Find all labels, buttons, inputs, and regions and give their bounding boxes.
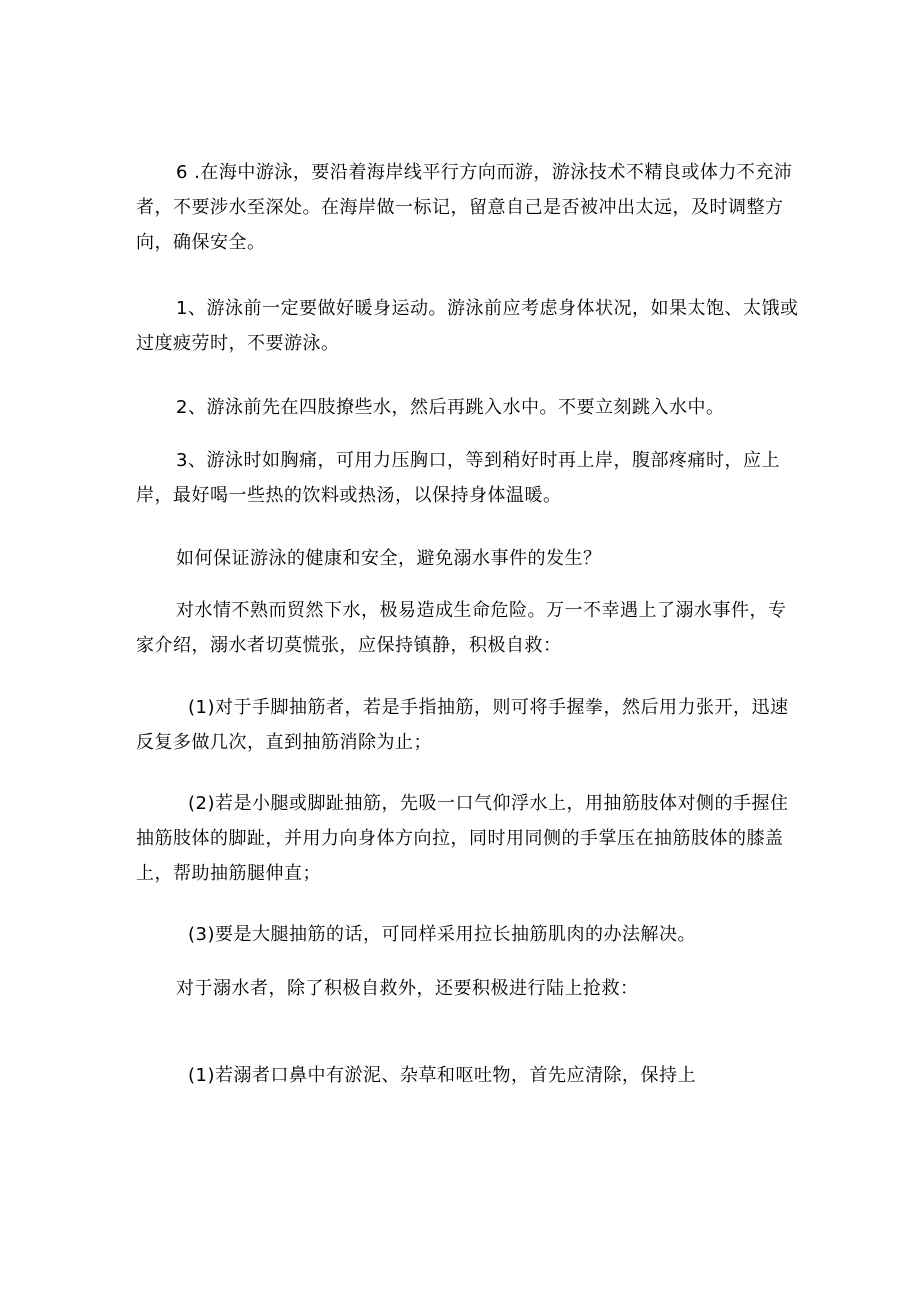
paragraph-thigh-cramp: (3)要是大腿抽筋的话，可同样采用拉长抽筋肌肉的办法解决。 — [188, 924, 696, 945]
paragraph-hand-cramp: (1)对于手脚抽筋者，若是手指抽筋，则可将手握拳，然后用力张开，迅速反复多做几次，直到抽筋消除为止； — [136, 697, 789, 753]
paragraph-clear-airway: (1)若溺者口鼻中有淤泥、杂草和呕吐物，首先应清除，保持上 — [188, 1065, 696, 1086]
paragraph-calf-cramp: (2)若是小腿或脚趾抽筋，先吸一口气仰浮水上，用抽筋肢体对侧的手握住抽筋肢体的脚趾，并用力向身体方向拉，同时用同侧的手掌压在抽筋肢体的膝盖上，帮助抽筋腿伸直； — [136, 793, 789, 884]
paragraph-self-rescue-intro: 对水情不熟而贸然下水，极易造成生命危险。万一不幸遇上了溺水事件，专家介绍，溺水者切莫慌张，应保持镇静，积极自救： — [136, 600, 787, 656]
paragraph-warm-up: 1、游泳前一定要做好暖身运动。游泳前应考虑身体状况，如果太饱、太饿或过度疲劳时，不要游泳。 — [136, 298, 799, 354]
paragraph-sea-swimming: 6 .在海中游泳，要沿着海岸线平行方向而游，游泳技术不精良或体力不充沛者，不要涉水至深处。在海岸做一标记，留意自己是否被冲出太远，及时调整方向，确保安全。 — [136, 162, 793, 253]
paragraph-chest-pain: 3、游泳时如胸痛，可用力压胸口，等到稍好时再上岸，腹部疼痛时，应上岸，最好喝一些热的饮料或热汤，以保持身体温暖。 — [136, 450, 780, 506]
paragraph-land-rescue-intro: 对于溺水者，除了积极自救外，还要积极进行陆上抢救： — [176, 978, 639, 999]
paragraph-splash-water: 2、游泳前先在四肢撩些水，然后再跳入水中。不要立刻跳入水中。 — [176, 397, 725, 418]
paragraph-safety-question: 如何保证游泳的健康和安全，避免溺水事件的发生？ — [176, 548, 602, 569]
